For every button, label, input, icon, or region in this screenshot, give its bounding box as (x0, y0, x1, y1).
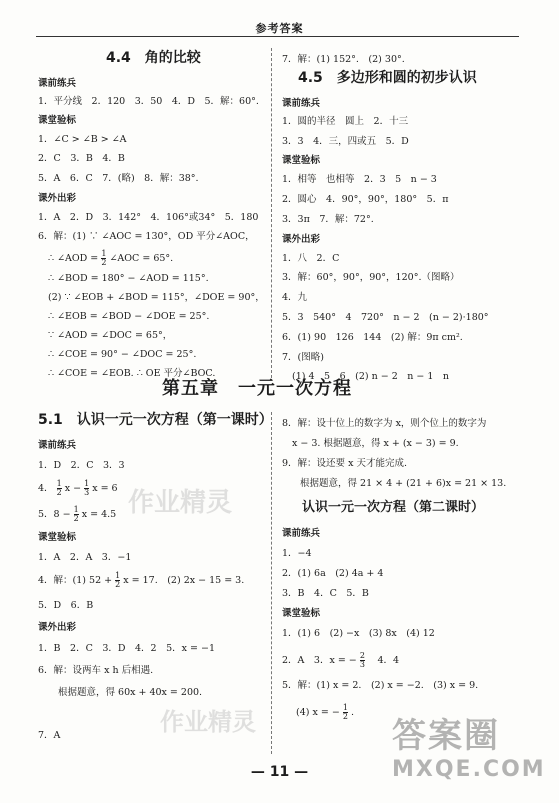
answer-line: 9．解：设还要 x 天才能完成. (282, 458, 407, 469)
answer-line: 1．D 2．C 3．3 (38, 460, 125, 471)
answer-line: 1．圆的半径 圆上 2．十三 (282, 116, 409, 127)
page-header (0, 0, 559, 38)
answer-line: 2．(1) 6a (2) 4a + 4 (282, 568, 384, 579)
section-title: 5.1 认识一元一次方程（第一课时） (38, 412, 273, 428)
answer-line: 5．D 6．B (38, 600, 94, 611)
answer-line: 6．解：(1) ∵ ∠AOC = 130°，OD 平分∠AOC， (38, 231, 255, 242)
answer-line: 根据题意，得 21 × 4 + (21 + 6)x = 21 × 13. (300, 478, 507, 489)
answer-line: x − 3. 根据题意，得 x + (x − 3) = 9. (292, 438, 459, 449)
label-class: 课堂验标 (282, 608, 321, 619)
answer-line: 1．∠C > ∠B > ∠A (38, 134, 127, 145)
label-pre: 课前练兵 (38, 78, 77, 89)
section-title: 认识一元一次方程（第二课时） (302, 500, 485, 515)
answer-line-fraction (38, 480, 118, 497)
answer-line: 5．3 540° 4 720° n − 2 (n − 2)·180° (282, 312, 489, 323)
watermark-2: 作业精灵 (160, 708, 256, 736)
expr-part: 4． (38, 483, 54, 494)
expr-part: x − (64, 483, 82, 494)
logo-text: 答案圈 (392, 716, 500, 756)
answer-line: 1．A 2．D 3．142° 4．106°或34° 5．180 (38, 212, 259, 223)
watermark-1: 作业精灵 (128, 488, 233, 518)
fraction (101, 250, 106, 267)
fraction-denominator: 2 (342, 712, 348, 721)
answer-line-fraction (38, 572, 244, 589)
answer-line: 7．(图略) (282, 352, 324, 363)
answer-line: 2．圆心 4．90°，90°，180° 5．π (282, 194, 449, 205)
expr-part: x = 17. (2) 2x − 15 = 3. (123, 575, 245, 586)
header-rule (36, 36, 519, 37)
label-after: 课外出彩 (38, 193, 77, 204)
expr-part: 2．A 3．x = − (282, 655, 357, 666)
answer-line: ∵ ∠AOD = ∠DOC = 65°， (48, 330, 173, 341)
expr-part: ∠AOC = 65°. (109, 253, 174, 264)
answer-line-fraction (48, 250, 173, 267)
label-after: 课外出彩 (38, 622, 77, 633)
fraction-numerator: 1 (342, 703, 348, 712)
label-after: 课外出彩 (282, 234, 321, 245)
answer-line-fraction (296, 704, 354, 721)
answer-line: (2) ∵ ∠EOB + ∠BOD = 115°，∠DOE = 90°， (48, 292, 265, 303)
label-class: 课堂验标 (38, 115, 77, 126)
label-pre: 课前练兵 (38, 440, 77, 451)
expr-part: (4) x = − (296, 707, 340, 718)
answer-line: ∴ ∠COE = ∠EOB. ∴ OE 平分∠BOC. (48, 368, 216, 379)
answer-line: 4．九 (282, 292, 308, 303)
answer-line: 3．B 4．C 5．B (282, 588, 369, 599)
fraction (115, 572, 120, 589)
expr-part: . (350, 707, 354, 718)
answer-line: ∴ ∠COE = 90° − ∠DOC = 25°. (48, 349, 197, 360)
section-title: 4.5 多边形和圆的初步认识 (298, 70, 477, 86)
fraction (74, 506, 79, 523)
answer-line: ∴ ∠EOB = ∠BOD − ∠DOE = 25°. (48, 311, 210, 322)
answer-line: 7．A (38, 730, 61, 741)
answer-line: 8．解：设十位上的数字为 x，则个位上的数字为 (282, 418, 487, 429)
answer-line: 3．3π 7．解：72°. (282, 214, 374, 225)
expr-part: ∴ ∠AOD = (48, 253, 99, 264)
label-class: 课堂验标 (282, 155, 321, 166)
answer-line: ∴ ∠BOD = 180° − ∠AOD = 115°. (48, 273, 209, 284)
expr-part: 4．4 (367, 655, 400, 666)
label-pre: 课前练兵 (282, 98, 321, 109)
expr-part: 5．8 − (38, 509, 71, 520)
answer-line: 3．解：60°，90°，90°，120°.（图略） (282, 272, 460, 283)
fraction-numerator: 1 (101, 249, 107, 258)
site-logo (392, 708, 550, 794)
fraction-denominator: 2 (115, 580, 121, 589)
fraction (360, 652, 365, 669)
fraction (57, 480, 62, 497)
expr-part: x = 6 (92, 483, 118, 494)
answer-line: 5．A 6．C 7．(略) 8．解：38°. (38, 173, 199, 184)
fraction (343, 704, 348, 721)
answer-line: 1．平分线 2．120 3．50 4．D 5．解：60°. (38, 96, 259, 107)
answer-line: 5．解：(1) x = 2. (2) x = −2. (3) x = 9. (282, 680, 479, 691)
answer-line-fraction (282, 652, 399, 669)
answer-line: 1．八 2．C (282, 253, 340, 264)
expr-part: x = 4.5 (81, 509, 117, 520)
section-title: 4.4 角的比较 (106, 50, 201, 66)
fraction-numerator: 1 (56, 479, 62, 488)
label-class: 课堂验标 (38, 532, 77, 543)
fraction-numerator: 2 (359, 651, 365, 660)
answer-line: 3．3 4．三，四或五 5．D (282, 136, 409, 147)
fraction (84, 480, 89, 497)
page-number: — 11 — (250, 764, 309, 780)
fraction-denominator: 3 (84, 488, 90, 497)
label-pre: 课前练兵 (282, 528, 321, 539)
answer-line: 2．C 3．B 4．B (38, 153, 125, 164)
fraction-numerator: 1 (115, 571, 121, 580)
answer-line-fraction (38, 506, 116, 523)
answer-line: 6．解：设两车 x h 后相遇. (38, 665, 154, 676)
chapter-title: 第五章 一元一次方程 (162, 378, 352, 399)
answer-line: 1．相等 也相等 2．3 5 n − 3 (282, 174, 437, 185)
fraction-numerator: 1 (73, 505, 79, 514)
answer-line: (1) 4 5 6 (2) n − 2 n − 1 n (292, 371, 450, 382)
answer-line: 7．解：(1) 152°. (2) 30°. (282, 54, 405, 65)
answer-line: 6．(1) 90 126 144 (2) 解：9π cm². (282, 332, 463, 343)
answer-line: 根据题意，得 60x + 40x = 200. (58, 687, 203, 698)
answer-line: 1．A 2．A 3．−1 (38, 552, 132, 563)
fraction-denominator: 2 (56, 488, 62, 497)
header-title: 参考答案 (255, 22, 304, 35)
column-divider-upper (271, 48, 272, 378)
fraction-denominator: 3 (359, 660, 365, 669)
expr-part: 4．解：(1) 52 + (38, 575, 113, 586)
column-divider-lower (271, 412, 272, 754)
logo-subtext: MXQE.COM (392, 757, 546, 782)
answer-line: 1．B 2．C 3．D 4．2 5．x = −1 (38, 643, 215, 654)
answer-line: 1．(1) 6 (2) −x (3) 8x (4) 12 (282, 628, 435, 639)
fraction-numerator: 1 (84, 479, 90, 488)
answer-line: 1．−4 (282, 548, 312, 559)
fraction-denominator: 2 (73, 514, 79, 523)
fraction-denominator: 2 (101, 258, 107, 267)
